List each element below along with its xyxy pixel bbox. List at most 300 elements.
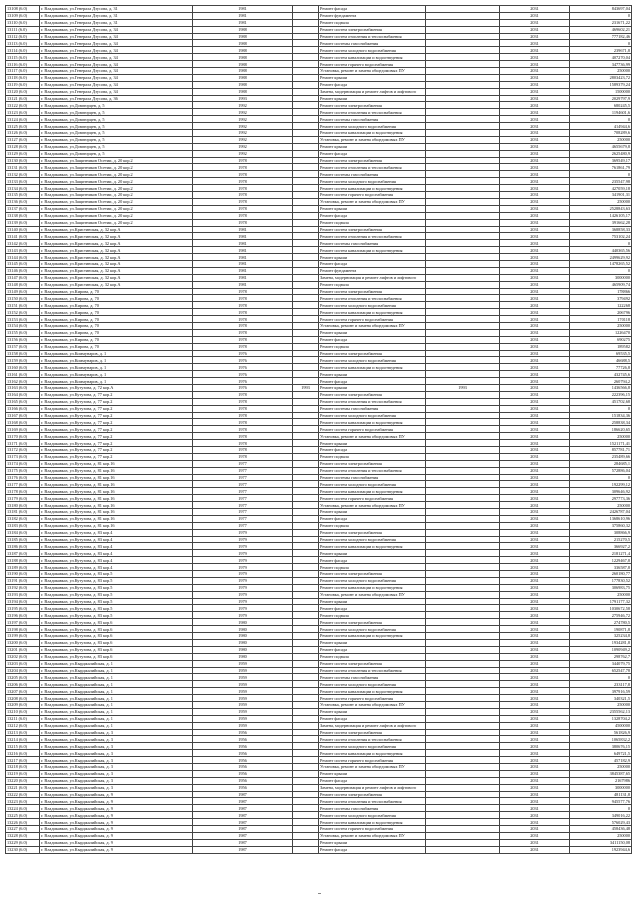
year-built-cell: 1980 <box>193 619 293 626</box>
table-row <box>6 322 632 329</box>
period-cell: 2031 <box>500 371 570 378</box>
aux-year-cell <box>293 405 319 412</box>
table-row <box>6 88 632 95</box>
table-row <box>6 157 632 164</box>
amount-cell: 1065832,2 <box>570 736 632 743</box>
aux-year-cell <box>293 509 319 516</box>
aux-year2-cell <box>426 440 500 447</box>
aux-year2-cell <box>426 708 500 715</box>
aux-year2-cell <box>426 674 500 681</box>
amount-cell: 366927,2 <box>570 543 632 550</box>
period-cell: 2031 <box>500 378 570 385</box>
period-cell: 2031 <box>500 653 570 660</box>
year-built-cell: 1988 <box>193 40 293 47</box>
amount-cell: 1194601,6 <box>570 109 632 116</box>
year-built-cell: 1977 <box>193 481 293 488</box>
period-cell: 2031 <box>500 750 570 757</box>
record-id-cell: 13138 (6.0) <box>6 212 40 219</box>
table-row <box>6 205 632 212</box>
period-cell: 2031 <box>500 591 570 598</box>
amount-cell: 391662,28 <box>570 219 632 226</box>
aux-year-cell <box>293 164 319 171</box>
amount-cell: 309646,92 <box>570 488 632 495</box>
amount-cell: 561826,9 <box>570 729 632 736</box>
aux-year-cell <box>293 157 319 164</box>
table-row <box>6 6 632 13</box>
address-cell: г. Владикавказ, ул.Кутузова, д. 77 кор.2 <box>40 440 193 447</box>
work-type-cell: Установка, ремонт и замена общедомовых ПУ <box>319 832 426 839</box>
year-built-cell: 1988 <box>193 74 293 81</box>
aux-year-cell <box>293 6 319 13</box>
year-built-cell: 1978 <box>193 405 293 412</box>
year-built-cell: 1981 <box>193 254 293 261</box>
period-cell: 2031 <box>500 95 570 102</box>
aux-year-cell <box>293 467 319 474</box>
period-cell: 2031 <box>500 763 570 770</box>
period-cell: 2031 <box>500 577 570 584</box>
period-cell: 2031 <box>500 109 570 116</box>
year-built-cell: 1978 <box>193 391 293 398</box>
aux-year2-cell <box>426 660 500 667</box>
address-cell: г. Владикавказ, ул.Кристинская, д. 32 кор.А <box>40 274 193 281</box>
period-cell: 2031 <box>500 495 570 502</box>
period-cell: 2031 <box>500 357 570 364</box>
address-cell: г. Владикавказ, ул.Кырджалийская, д. 9 <box>40 805 193 812</box>
record-id-cell: 13134 (6.0) <box>6 185 40 192</box>
period-cell: 2031 <box>500 254 570 261</box>
address-cell: г. Владикавказ, ул.Генерала Дзусова, д. 34 <box>40 47 193 54</box>
work-type-cell: Установка, ремонт и замена общедомовых ПУ <box>319 198 426 205</box>
aux-year2-cell <box>426 550 500 557</box>
aux-year-cell <box>293 798 319 805</box>
period-cell: 2031 <box>500 626 570 633</box>
year-built-cell: 1988 <box>193 54 293 61</box>
amount-cell: 1500000 <box>570 88 632 95</box>
year-built-cell: 1977 <box>193 474 293 481</box>
work-type-cell: Ремонт подвала <box>319 522 426 529</box>
work-type-cell: Ремонт крыши <box>319 598 426 605</box>
record-id-cell: 13214 (6.0) <box>6 736 40 743</box>
record-id-cell: 13162 (6.0) <box>6 378 40 385</box>
record-id-cell: 13125 (6.0) <box>6 123 40 130</box>
aux-year-cell <box>293 577 319 584</box>
table-row <box>6 639 632 646</box>
aux-year2-cell <box>426 715 500 722</box>
period-cell: 2031 <box>500 564 570 571</box>
aux-year2-cell <box>426 254 500 261</box>
year-built-cell: 1987 <box>193 798 293 805</box>
aux-year2-cell <box>426 378 500 385</box>
record-id-cell: 13220 (6.0) <box>6 777 40 784</box>
work-type-cell: Ремонт крыши <box>319 95 426 102</box>
work-type-cell: Замена, модернизация и ремонт лифтов и лифтового <box>319 274 426 281</box>
aux-year2-cell <box>426 681 500 688</box>
table-row <box>6 819 632 826</box>
table-row <box>6 281 632 288</box>
work-type-cell: Ремонт системы газоснабжения <box>319 116 426 123</box>
table-row <box>6 784 632 791</box>
record-id-cell: 13183 (6.0) <box>6 522 40 529</box>
table-row <box>6 440 632 447</box>
aux-year-cell <box>293 433 319 440</box>
aux-year2-cell <box>426 736 500 743</box>
aux-year2-cell <box>426 419 500 426</box>
table-row <box>6 247 632 254</box>
aux-year-cell <box>293 591 319 598</box>
period-cell: 2031 <box>500 309 570 316</box>
work-type-cell: Ремонт систем отопления и теплоснабжения <box>319 109 426 116</box>
period-cell: 2031 <box>500 784 570 791</box>
period-cell: 2031 <box>500 660 570 667</box>
amount-cell: 0 <box>570 674 632 681</box>
aux-year-cell <box>293 750 319 757</box>
period-cell: 2031 <box>500 157 570 164</box>
work-type-cell: Ремонт крыши <box>319 205 426 212</box>
aux-year2-cell <box>426 743 500 750</box>
aux-year2-cell <box>426 68 500 75</box>
amount-cell: 1923944,6 <box>570 846 632 853</box>
address-cell: г. Владикавказ, ул.Защитников Осетии, д. 20 кор.2 <box>40 205 193 212</box>
amount-cell: 761861,79 <box>570 164 632 171</box>
aux-year-cell <box>293 150 319 157</box>
record-id-cell: 13227 (6.0) <box>6 825 40 832</box>
record-id-cell: 13202 (6.0) <box>6 653 40 660</box>
period-cell: 2031 <box>500 61 570 68</box>
record-id-cell: 13119 (6.0) <box>6 81 40 88</box>
aux-year-cell <box>293 88 319 95</box>
aux-year-cell <box>293 681 319 688</box>
amount-cell: 753102,24 <box>570 233 632 240</box>
aux-year2-cell <box>426 19 500 26</box>
table-row <box>6 467 632 474</box>
aux-year-cell <box>293 26 319 33</box>
record-id-cell: 13192 (6.0) <box>6 584 40 591</box>
aux-year-cell <box>293 233 319 240</box>
address-cell: г. Владикавказ, ул.Кутузова, д. 83 кор.6 <box>40 639 193 646</box>
aux-year-cell <box>293 19 319 26</box>
amount-cell: 308866,9 <box>570 529 632 536</box>
period-cell: 2031 <box>500 674 570 681</box>
amount-cell: 368858,33 <box>570 226 632 233</box>
period-cell: 2031 <box>500 543 570 550</box>
record-id-cell: 13154 (6.0) <box>6 322 40 329</box>
work-type-cell: Ремонт крыши <box>319 254 426 261</box>
aux-year-cell <box>293 295 319 302</box>
amount-cell: 0 <box>570 405 632 412</box>
year-built-cell: 1987 <box>193 805 293 812</box>
address-cell: г. Владикавказ, ул.Генерала Дзусова, д. 31 <box>40 12 193 19</box>
period-cell: 2031 <box>500 667 570 674</box>
record-id-cell: 13146 (6.0) <box>6 267 40 274</box>
work-type-cell: Ремонт систем электроснабжения <box>319 288 426 295</box>
period-cell: 2031 <box>500 681 570 688</box>
address-cell: г. Владикавказ, ул.Защитников Осетии, д. 20 кор.2 <box>40 171 193 178</box>
aux-year2-cell <box>426 240 500 247</box>
year-built-cell: 1956 <box>193 729 293 736</box>
aux-year-cell <box>293 825 319 832</box>
aux-year2-cell <box>426 495 500 502</box>
work-type-cell: Ремонт систем отопления и теплоснабжения <box>319 295 426 302</box>
address-cell: г. Владикавказ, ул.Кристинская, д. 32 кор.А <box>40 240 193 247</box>
aux-year2-cell <box>426 598 500 605</box>
amount-cell: 178866 <box>570 288 632 295</box>
table-row <box>6 777 632 784</box>
year-built-cell: 1978 <box>193 164 293 171</box>
work-type-cell: Ремонт систем канализации и водоотведения <box>319 309 426 316</box>
amount-cell: 3000000 <box>570 274 632 281</box>
aux-year-cell <box>293 123 319 130</box>
address-cell: г. Владикавказ, ул.Кутузова, д. 83 кор.4 <box>40 536 193 543</box>
record-id-cell: 13116 (6.0) <box>6 61 40 68</box>
aux-year-cell <box>293 136 319 143</box>
aux-year2-cell <box>426 763 500 770</box>
aux-year2-cell <box>426 460 500 467</box>
year-built-cell: 1959 <box>193 708 293 715</box>
amount-cell: 192299,12 <box>570 481 632 488</box>
record-id-cell: 13216 (6.0) <box>6 750 40 757</box>
amount-cell: 347736,99 <box>570 61 632 68</box>
period-cell: 2031 <box>500 529 570 536</box>
year-built-cell: 1978 <box>193 309 293 316</box>
record-id-cell: 13195 (6.0) <box>6 605 40 612</box>
address-cell: г. Владикавказ, ул.Кырджалийская, д. 1 <box>40 695 193 702</box>
year-built-cell: 1992 <box>193 102 293 109</box>
record-id-cell: 13176 (6.0) <box>6 474 40 481</box>
aux-year2-cell <box>426 88 500 95</box>
aux-year-cell <box>293 357 319 364</box>
aux-year2-cell <box>426 295 500 302</box>
work-type-cell: Ремонт фасада <box>319 715 426 722</box>
year-built-cell: 1978 <box>193 329 293 336</box>
record-id-cell: 13187 (6.0) <box>6 550 40 557</box>
address-cell: г. Владикавказ, ул.Кырджалийская, д. 3 <box>40 736 193 743</box>
amount-cell: 857781,71 <box>570 447 632 454</box>
address-cell: г. Владикавказ, ул.Кырджалийская, д. 3 <box>40 777 193 784</box>
amount-cell: 151834,36 <box>570 412 632 419</box>
amount-cell: 3000000 <box>570 784 632 791</box>
record-id-cell: 13151 (6.0) <box>6 302 40 309</box>
aux-year2-cell <box>426 536 500 543</box>
table-row <box>6 447 632 454</box>
record-id-cell: 13143 (6.0) <box>6 247 40 254</box>
table-row <box>6 667 632 674</box>
address-cell: г. Владикавказ, ул.Кутузова, д. 83 кор.4 <box>40 550 193 557</box>
aux-year2-cell <box>426 398 500 405</box>
table-row <box>6 715 632 722</box>
year-built-cell: 1956 <box>193 757 293 764</box>
address-cell: г. Владикавказ, ул.Кырджалийская, д. 9 <box>40 812 193 819</box>
work-type-cell: Ремонт систем электроснабжения <box>319 791 426 798</box>
work-type-cell: Ремонт систем холодного водоснабжения <box>319 178 426 185</box>
work-type-cell: Ремонт систем холодного водоснабжения <box>319 123 426 130</box>
period-cell: 2031 <box>500 26 570 33</box>
record-id-cell: 13201 (6.0) <box>6 646 40 653</box>
record-id-cell: 13208 (6.0) <box>6 695 40 702</box>
amount-cell: 250000 <box>570 502 632 509</box>
address-cell: г. Владикавказ, ул.Кристинская, д. 32 кор.А <box>40 233 193 240</box>
amount-cell: 170118 <box>570 316 632 323</box>
aux-year-cell <box>293 329 319 336</box>
table-row <box>6 453 632 460</box>
table-row <box>6 150 632 157</box>
period-cell: 2031 <box>500 233 570 240</box>
amount-cell: 250000 <box>570 701 632 708</box>
aux-year-cell <box>293 419 319 426</box>
address-cell: г. Владикавказ, ул.Коммунаров, д. 1 <box>40 357 193 364</box>
aux-year-cell <box>293 178 319 185</box>
table-row <box>6 729 632 736</box>
address-cell: г. Владикавказ, ул.Кырджалийская, д. 1 <box>40 674 193 681</box>
table-row <box>6 791 632 798</box>
table-row <box>6 343 632 350</box>
year-built-cell: 1976 <box>193 384 293 391</box>
table-row <box>6 805 632 812</box>
aux-year-cell <box>293 763 319 770</box>
amount-cell: 572886,04 <box>570 467 632 474</box>
record-id-cell: 13118 (6.0) <box>6 74 40 81</box>
work-type-cell: Ремонт систем отопления и теплоснабжения <box>319 798 426 805</box>
aux-year2-cell <box>426 185 500 192</box>
aux-year-cell <box>293 453 319 460</box>
year-built-cell: 1956 <box>193 784 293 791</box>
table-row <box>6 164 632 171</box>
record-id-cell: 13117 (6.0) <box>6 68 40 75</box>
period-cell: 2031 <box>500 391 570 398</box>
period-cell: 2031 <box>500 447 570 454</box>
table-row <box>6 646 632 653</box>
record-id-cell: 13110 (6.0) <box>6 19 40 26</box>
aux-year2-cell <box>426 791 500 798</box>
table-row <box>6 832 632 839</box>
period-cell: 2031 <box>500 74 570 81</box>
record-id-cell: 13178 (6.0) <box>6 488 40 495</box>
period-cell: 2031 <box>500 419 570 426</box>
amount-cell: 0 <box>570 240 632 247</box>
record-id-cell: 13182 (6.0) <box>6 515 40 522</box>
aux-year-cell <box>293 722 319 729</box>
work-type-cell: Ремонт систем холодного водоснабжения <box>319 812 426 819</box>
table-row <box>6 626 632 633</box>
amount-cell: 440365,56 <box>570 247 632 254</box>
amount-cell: 77726,8 <box>570 364 632 371</box>
address-cell: г. Владикавказ, ул.Кырджалийская, д. 1 <box>40 667 193 674</box>
amount-cell: 0 <box>570 171 632 178</box>
record-id-cell: 13197 (6.0) <box>6 619 40 626</box>
period-cell: 2031 <box>500 715 570 722</box>
period-cell: 2031 <box>500 612 570 619</box>
aux-year2-cell <box>426 722 500 729</box>
address-cell: г. Владикавказ, ул.Кирова, д. 70 <box>40 309 193 316</box>
address-cell: г. Владикавказ, ул.Генерала Дзусова, д. 34 <box>40 40 193 47</box>
table-row <box>6 681 632 688</box>
year-built-cell: 1978 <box>193 295 293 302</box>
aux-year-cell <box>293 791 319 798</box>
aux-year-cell <box>293 95 319 102</box>
amount-cell: 122268 <box>570 302 632 309</box>
address-cell: г. Владикавказ, ул.Кырджалийская, д. 9 <box>40 832 193 839</box>
amount-cell: 1030672,58 <box>570 605 632 612</box>
year-built-cell: 1981 <box>193 267 293 274</box>
record-id-cell: 13155 (6.0) <box>6 329 40 336</box>
work-type-cell: Ремонт системы газоснабжения <box>319 40 426 47</box>
record-id-cell: 13171 (6.0) <box>6 440 40 447</box>
aux-year-cell <box>293 564 319 571</box>
work-type-cell: Ремонт крыши <box>319 708 426 715</box>
amount-cell: 233117,8 <box>570 681 632 688</box>
address-cell: г. Владикавказ, ул.Кутузова, д. 83 кор.6 <box>40 646 193 653</box>
amount-cell: 407270,04 <box>570 54 632 61</box>
record-id-cell: 13225 (6.0) <box>6 812 40 819</box>
amount-cell: 458436,48 <box>570 825 632 832</box>
record-id-cell: 13161 (6.0) <box>6 371 40 378</box>
table-row <box>6 825 632 832</box>
address-cell: г. Владикавказ, ул.Кутузова, д. 83 кор.6 <box>40 633 193 640</box>
aux-year-cell <box>293 757 319 764</box>
aux-year-cell <box>293 350 319 357</box>
table-row <box>6 226 632 233</box>
work-type-cell: Установка, ремонт и замена общедомовых ПУ <box>319 763 426 770</box>
aux-year2-cell <box>426 123 500 130</box>
work-type-cell: Ремонт систем канализации и водоотведения <box>319 688 426 695</box>
aux-year-cell <box>293 812 319 819</box>
record-id-cell: 13207 (6.0) <box>6 688 40 695</box>
work-type-cell: Ремонт фасада <box>319 846 426 853</box>
work-type-cell: Ремонт систем канализации и водоотведения <box>319 185 426 192</box>
table-row <box>6 426 632 433</box>
address-cell: г. Владикавказ, ул.Кутузова, д. 83 кор.4 <box>40 543 193 550</box>
aux-year-cell <box>293 185 319 192</box>
period-cell: 2031 <box>500 825 570 832</box>
address-cell: г. Владикавказ, ул.Кутузова, д. 83 кор.5 <box>40 577 193 584</box>
amount-cell: 708289,6 <box>570 130 632 137</box>
aux-year2-cell <box>426 825 500 832</box>
year-built-cell: 1988 <box>193 26 293 33</box>
amount-cell: 0 <box>570 805 632 812</box>
table-row <box>6 336 632 343</box>
work-type-cell: Ремонт крыши <box>319 550 426 557</box>
aux-year2-cell <box>426 812 500 819</box>
amount-cell: 1229467,8 <box>570 557 632 564</box>
record-id-cell: 13115 (6.0) <box>6 54 40 61</box>
work-type-cell: Ремонт фасада <box>319 557 426 564</box>
year-built-cell: 1992 <box>193 150 293 157</box>
aux-year-cell <box>293 729 319 736</box>
record-id-cell: 13126 (6.0) <box>6 130 40 137</box>
address-cell: г. Владикавказ, ул.Кристинская, д. 32 кор.А <box>40 226 193 233</box>
address-cell: г. Владикавказ, ул.Кутузова, д. 77 кор.2 <box>40 426 193 433</box>
aux-year-cell <box>293 281 319 288</box>
record-id-cell: 13228 (6.0) <box>6 832 40 839</box>
amount-cell: 250000 <box>570 322 632 329</box>
amount-cell: 298762,7 <box>570 653 632 660</box>
amount-cell: 843697,04 <box>570 6 632 13</box>
address-cell: г. Владикавказ, ул.Кырджалийская, д. 1 <box>40 722 193 729</box>
record-id-cell: 13226 (6.0) <box>6 819 40 826</box>
aux-year-cell <box>293 612 319 619</box>
amount-cell: 215270,5 <box>570 536 632 543</box>
aux-year2-cell <box>426 405 500 412</box>
aux-year-cell <box>293 412 319 419</box>
aux-year-cell <box>293 61 319 68</box>
year-built-cell: 1956 <box>193 777 293 784</box>
year-built-cell: 1956 <box>193 770 293 777</box>
aux-year-cell: 1993 <box>293 384 319 391</box>
address-cell: г. Владикавказ, ул.Кутузова, д. 77 кор.2 <box>40 398 193 405</box>
work-type-cell: Ремонт систем отопления и теплоснабжения <box>319 33 426 40</box>
aux-year-cell <box>293 474 319 481</box>
aux-year-cell <box>293 619 319 626</box>
work-type-cell: Ремонт крыши <box>319 509 426 516</box>
